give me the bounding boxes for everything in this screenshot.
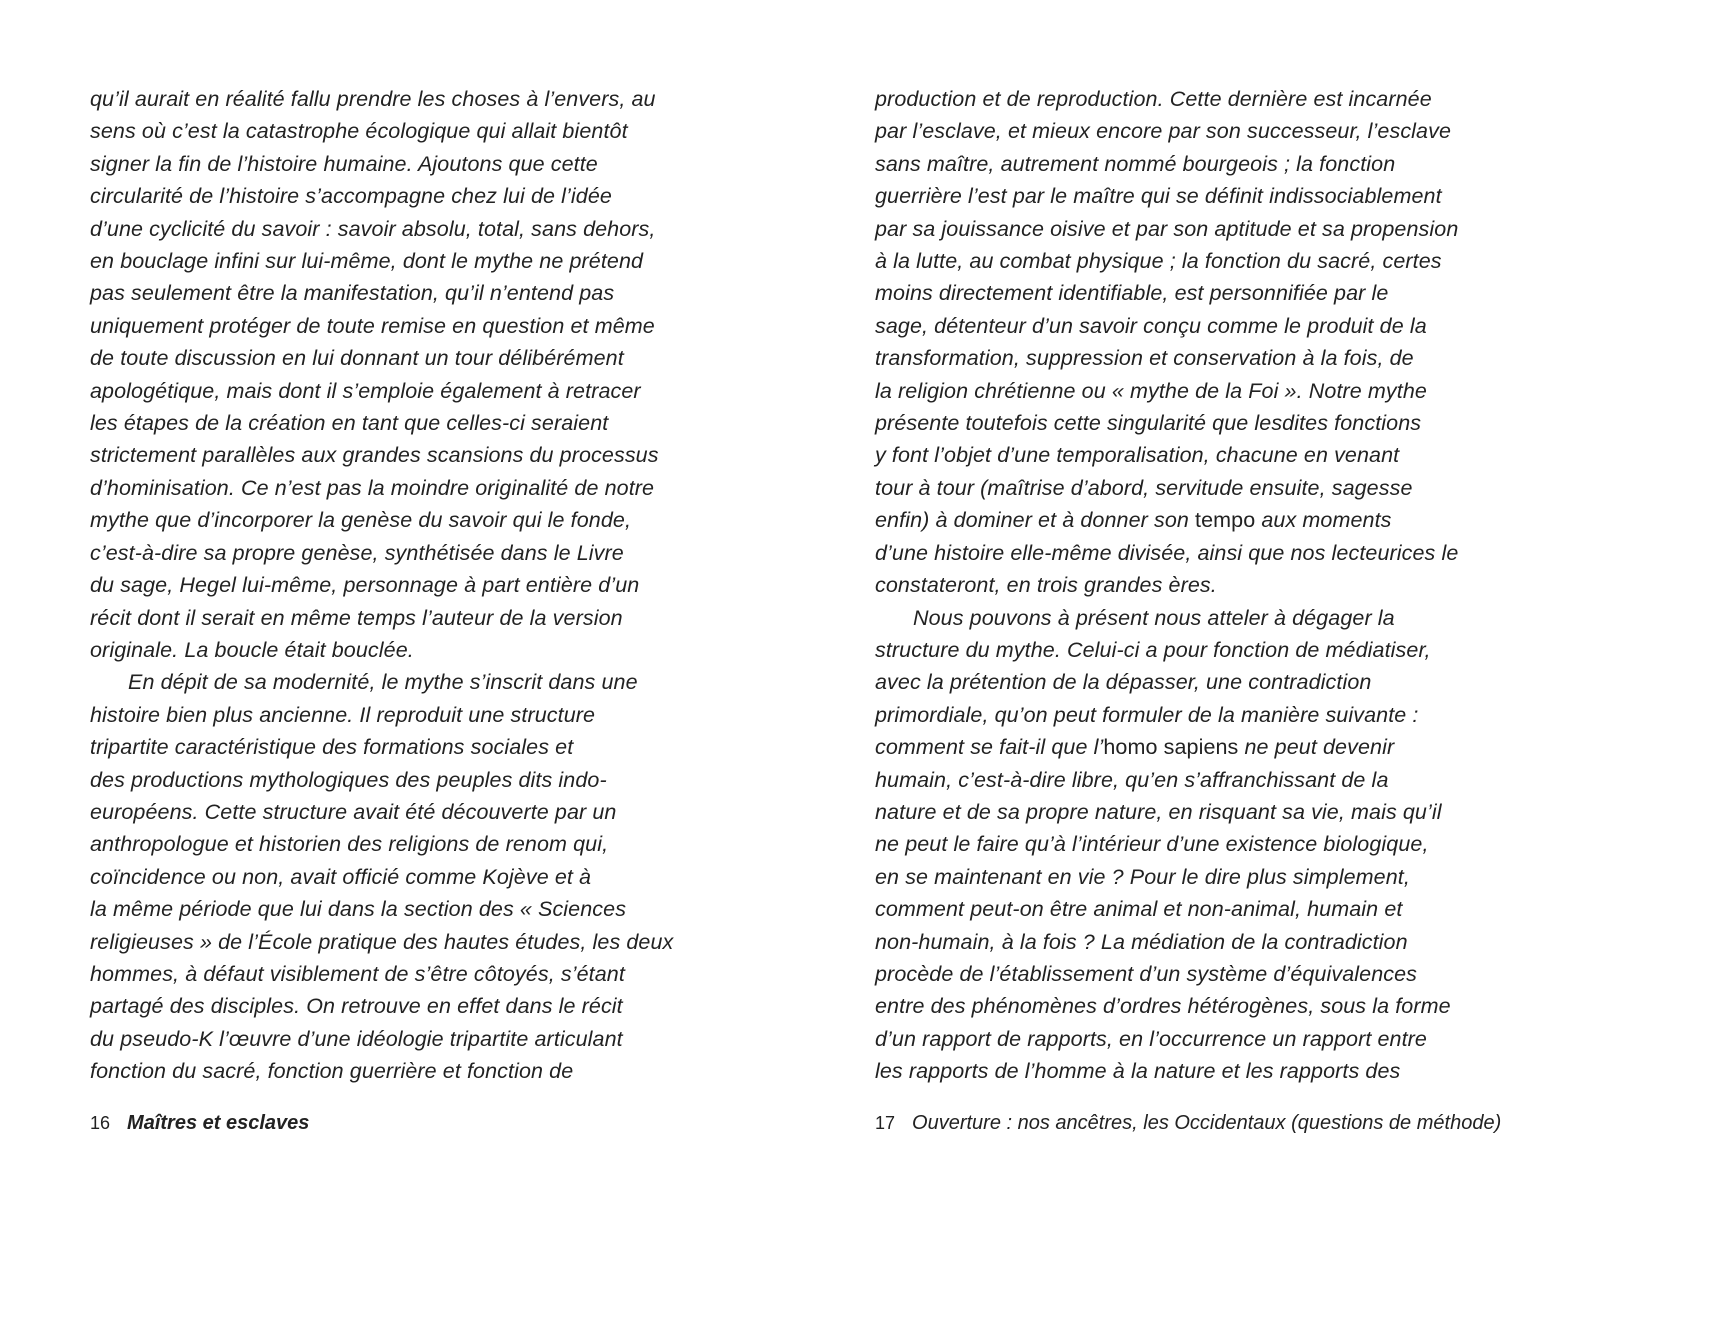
text-line: européens. Cette structure avait été découverte par un	[90, 799, 617, 824]
text-line: nature et de sa propre nature, en risquant sa vie, mais qu’il	[875, 799, 1442, 824]
text-line: c’est-à-dire sa propre genèse, synthétisée dans le Livre	[90, 540, 624, 565]
text-line: non-humain, à la fois ? La médiation de la contradiction	[875, 929, 1408, 954]
text-line: les rapports de l’homme à la nature et les rapports des	[875, 1059, 1401, 1084]
paragraph	[90, 666, 770, 1087]
text-line: fonction du sacré, fonction guerrière et fonction de	[90, 1059, 574, 1084]
text-line: récit dont il serait en même temps l’auteur de la version	[90, 605, 623, 630]
left-running-title: Maîtres et esclaves	[127, 1112, 310, 1134]
text-line: du pseudo-K l’œuvre d’une idéologie tripartite articulant	[90, 1026, 623, 1051]
text-line: qu’il aurait en réalité fallu prendre les choses à l’envers, au	[90, 87, 656, 111]
text-line: histoire bien plus ancienne. Il reproduit une structure	[90, 702, 596, 727]
text-line: comment se fait-il que l’homo sapiens ne peut devenir	[875, 735, 1395, 760]
text-line: par l’esclave, et mieux encore par son successeur, l’esclave	[875, 119, 1452, 144]
text-line: transformation, suppression et conservation à la fois, de	[875, 346, 1414, 371]
text-line: en bouclage infini sur lui-même, dont le mythe ne prétend	[90, 249, 644, 274]
text-line: d’hominisation. Ce n’est pas la moindre originalité de notre	[90, 475, 655, 500]
left-page-number: 16	[90, 1113, 111, 1133]
text-line: y font l’objet d’une temporalisation, chacune en venant	[875, 443, 1400, 468]
text-line: humain, c’est-à-dire libre, qu’en s’affranchissant de la	[875, 767, 1389, 792]
text-line: strictement parallèles aux grandes scansions du processus	[90, 443, 659, 468]
text-line: sage, détenteur d’un savoir conçu comme le produit de la	[875, 313, 1427, 338]
text-line: uniquement protéger de toute remise en question et même	[90, 313, 655, 338]
text-line: religieuses » de l’École pratique des hautes études, les deux	[90, 929, 674, 954]
text-line: entre des phénomènes d’ordres hétérogènes, sous la forme	[875, 994, 1451, 1019]
text-line: les étapes de la création en tant que celles-ci seraient	[90, 411, 609, 436]
text-line: circularité de l’histoire s’accompagne chez lui de l’idée	[90, 184, 612, 209]
text-line: primordiale, qu’on peut formuler de la manière suivante :	[875, 702, 1419, 727]
text-line: moins directement identifiable, est personnifiée par le	[875, 281, 1389, 306]
text-line: procède de l’établissement d’un système d’équivalences	[875, 961, 1418, 986]
roman-emphasis: homo sapiens	[1103, 735, 1239, 760]
text-line: sens où c’est la catastrophe écologique qui allait bientôt	[90, 119, 628, 144]
text-line: avec la prétention de la dépasser, une contradiction	[875, 670, 1372, 695]
right-page-footer	[875, 1112, 1501, 1135]
left-page-text	[90, 83, 770, 1088]
text-line: constateront, en trois grandes ères.	[875, 573, 1217, 598]
text-line: pas seulement être la manifestation, qu’il n’entend pas	[90, 281, 615, 306]
text-line: En dépit de sa modernité, le mythe s’inscrit dans une	[128, 670, 638, 695]
text-line: présente toutefois cette singularité que lesdites fonctions	[875, 411, 1422, 436]
text-line: sans maître, autrement nommé bourgeois ; la fonction	[875, 151, 1396, 176]
right-running-title: Ouverture : nos ancêtres, les Occidentaux (questions de méthode)	[912, 1112, 1502, 1134]
text-line: partagé des disciples. On retrouve en effet dans le récit	[90, 994, 623, 1019]
text-line: hommes, à défaut visiblement de s’être côtoyés, s’étant	[90, 961, 625, 986]
paragraph	[875, 602, 1555, 1088]
text-line: la religion chrétienne ou « mythe de la Foi ». Notre mythe	[875, 378, 1427, 403]
text-line: ne peut le faire qu’à l’intérieur d’une existence biologique,	[875, 832, 1429, 857]
text-line: par sa jouissance oisive et par son aptitude et sa propension	[875, 216, 1459, 241]
text-line: en se maintenant en vie ? Pour le dire plus simplement,	[875, 864, 1410, 889]
text-line: la même période que lui dans la section des « Sciences	[90, 897, 627, 922]
paragraph	[90, 83, 770, 666]
text-line: tripartite caractéristique des formations sociales et	[90, 735, 574, 760]
roman-emphasis: tempo	[1195, 508, 1256, 533]
paragraph	[875, 83, 1555, 602]
text-line: mythe que d’incorporer la genèse du savoir qui le fonde,	[90, 508, 632, 533]
left-page-footer	[90, 1112, 309, 1135]
text-line: structure du mythe. Celui-ci a pour fonction de médiatiser,	[875, 637, 1431, 662]
text-line: enfin) à dominer et à donner son tempo aux moments	[875, 508, 1392, 533]
text-line: anthropologue et historien des religions de renom qui,	[90, 832, 609, 857]
text-line: Nous pouvons à présent nous atteler à dégager la	[913, 605, 1395, 630]
text-line: apologétique, mais dont il s’emploie également à retracer	[90, 378, 641, 403]
text-line: tour à tour (maîtrise d’abord, servitude ensuite, sagesse	[875, 475, 1413, 500]
text-line: à la lutte, au combat physique ; la fonction du sacré, certes	[875, 249, 1442, 274]
right-page-number: 17	[875, 1113, 896, 1133]
right-page-text	[875, 83, 1555, 1088]
text-line: d’une histoire elle-même divisée, ainsi que nos lecteurices le	[875, 540, 1459, 565]
text-line: du sage, Hegel lui-même, personnage à part entière d’un	[90, 573, 640, 598]
text-line: d’un rapport de rapports, en l’occurrence un rapport entre	[875, 1026, 1427, 1051]
text-line: signer la fin de l’histoire humaine. Ajoutons que cette	[90, 151, 598, 176]
text-line: comment peut-on être animal et non-animal, humain et	[875, 897, 1403, 922]
text-line: de toute discussion en lui donnant un tour délibérément	[90, 346, 624, 371]
text-line: production et de reproduction. Cette dernière est incarnée	[875, 87, 1432, 111]
text-line: d’une cyclicité du savoir : savoir absolu, total, sans dehors,	[90, 216, 656, 241]
text-line: coïncidence ou non, avait officié comme Kojève et à	[90, 864, 592, 889]
text-line: des productions mythologiques des peuples dits indo-	[90, 767, 607, 792]
text-line: originale. La boucle était bouclée.	[90, 637, 414, 662]
text-line: guerrière l’est par le maître qui se définit indissociablement	[875, 184, 1442, 209]
